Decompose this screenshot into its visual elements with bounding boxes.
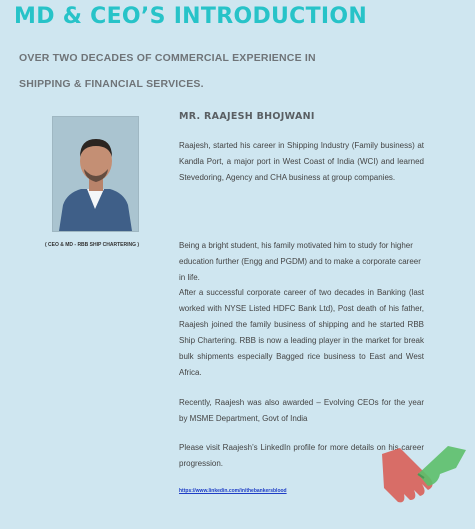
handshake-graphic	[378, 444, 470, 524]
portrait-photo	[52, 116, 139, 232]
subtitle-line-1: OVER TWO DECADES OF COMMERCIAL EXPERIENCE IN	[19, 52, 316, 64]
subtitle-line-2: SHIPPING & FINANCIAL SERVICES.	[19, 78, 204, 90]
photo-caption: ( CEO & MD - RBB SHIP CHARTERING )	[44, 242, 140, 248]
bio-paragraph: Please visit Raajesh’s LinkedIn profile for more details on his career progression.	[179, 443, 424, 468]
bio-paragraph: After a successful corporate career of two decades in Banking (last worked with NYSE Listed HDFC Bank Ltd), Post death of his father, Raajesh joined the family business of shipping and he started RBB Ship Chartering. RBB is now a leading player in the market for break bulk shipments especially Bagged rice business to East and West Africa.	[179, 288, 424, 377]
person-name: MR. RAAJESH BHOJWANI	[179, 111, 315, 122]
page-subtitle	[19, 45, 349, 97]
portrait-illustration	[53, 117, 138, 231]
bio-paragraph: Being a bright student, his family motivated him to study for higher education further (Engg and PGDM) and to make a corporate career in life.	[179, 241, 421, 282]
bio-paragraph: Raajesh, started his career in Shipping Industry (Family business) at Kandla Port, a major port in West Coast of India (WCI) and learned Stevedoring, Agency and CHA business at group companies.	[179, 141, 424, 182]
page-title: MD & CEO’S INTRODUCTION	[14, 4, 368, 29]
bio-paragraph: Recently, Raajesh was also awarded – Evolving CEOs for the year by MSME Department, Govt of India	[179, 398, 424, 423]
handshake-icon	[378, 444, 470, 524]
linkedin-link[interactable]: https://www.linkedin.com/in/thebankersblood	[179, 488, 287, 494]
